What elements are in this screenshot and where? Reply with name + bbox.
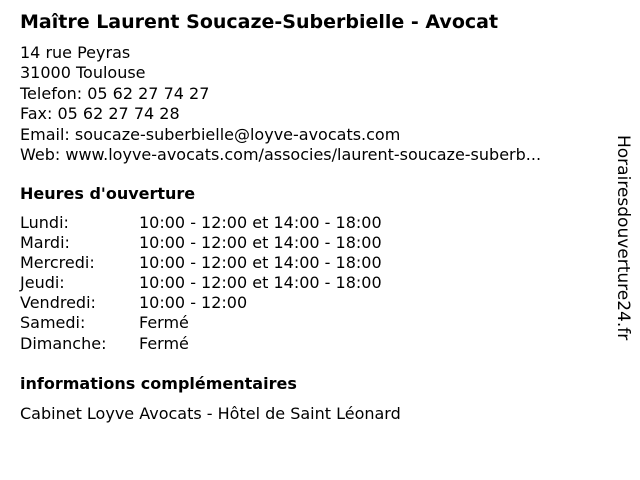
hours-value: 10:00 - 12:00 [139,293,248,313]
day-label: Mardi: [20,233,70,253]
address-city: 31000 Toulouse [20,63,146,83]
phone-number: Telefon: 05 62 27 74 27 [20,83,210,103]
hours-value: Fermé [139,333,189,353]
address-street: 14 rue Peyras [20,43,131,62]
business-title: Maître Laurent Soucaze-Suberbielle - Avocat [20,11,499,33]
watermark-text: Horairesdouverture24.fr [613,135,633,341]
hours-value: 10:00 - 12:00 et 14:00 - 18:00 [139,253,382,273]
opening-hours-heading: Heures d'ouverture [20,184,196,203]
day-label: Vendredi: [20,293,96,313]
additional-info-heading: informations complémentaires [20,374,297,393]
fax-number: Fax: 05 62 27 74 28 [20,104,180,124]
additional-info-text: Cabinet Loyve Avocats - Hôtel de Saint Léonard [20,404,401,423]
hours-value: 10:00 - 12:00 et 14:00 - 18:00 [139,273,382,293]
day-label: Jeudi: [20,273,65,293]
day-label: Dimanche: [20,333,107,353]
hours-value: 10:00 - 12:00 et 14:00 - 18:00 [139,213,382,232]
site-watermark [612,135,634,371]
email-address: Email: soucaze-suberbielle@loyve-avocats.com [20,124,401,144]
day-label: Mercredi: [20,253,95,273]
hours-value: 10:00 - 12:00 et 14:00 - 18:00 [139,233,382,253]
day-label: Lundi: [20,213,69,232]
contact-block [20,43,541,165]
website-address: Web: www.loyve-avocats.com/associes/laurent-soucaze-suberb... [20,144,542,164]
hours-value: Fermé [139,313,189,333]
day-label: Samedi: [20,313,86,333]
